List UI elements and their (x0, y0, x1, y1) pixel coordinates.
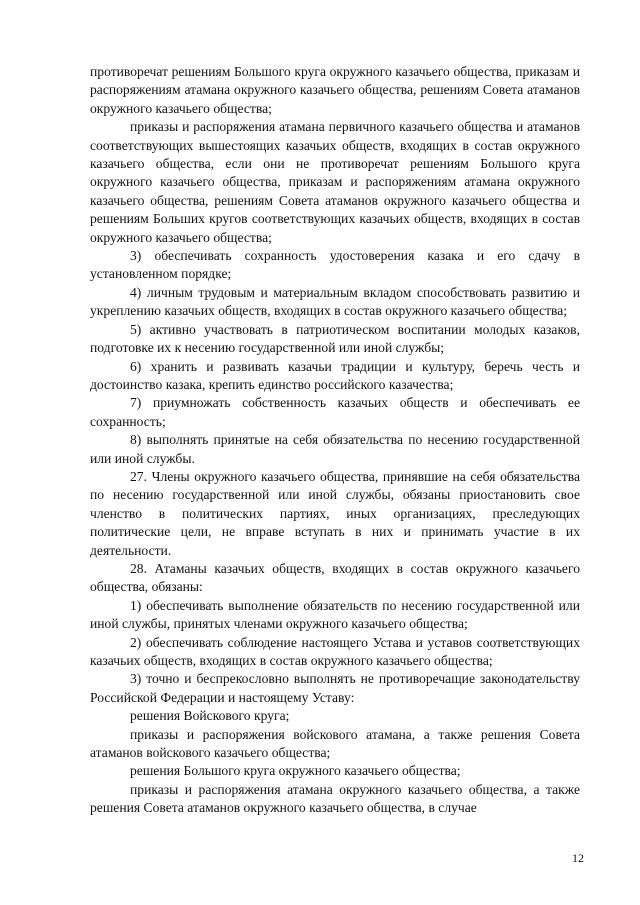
paragraph: 28. Атаманы казачьих обществ, входящих в состав окружного казачьего общества, обязаны: (90, 560, 580, 595)
paragraph: 3) обеспечивать сохранность удостоверения казака и его сдачу в установленном порядке; (90, 248, 580, 282)
paragraph: решения Войскового круга; (130, 708, 290, 724)
paragraph: 4) личным трудовым и материальным вкладом способствовать развитию и укреплению казачьих обществ, входящих в состав окружного казачьего общества; (90, 284, 580, 319)
paragraph: 2) обеспечивать соблюдение настоящего Устава и уставов соответствующих казачьих обществ, входящих в состав окружного казачьего общества; (90, 634, 580, 668)
document-body (90, 63, 580, 818)
paragraph: 1) обеспечивать выполнение обязательств по несению государственной или иной службы, принятых членами окружного казачьего общества; (90, 597, 580, 632)
paragraph: 7) приумножать собственность казачьих обществ и обеспечивать ее сохранность; (90, 395, 580, 429)
paragraph: противоречат решениям Большого круга окружного казачьего общества, приказам и распоряжениям атамана окружного казачьего общества, решениям Совета атаманов окружного казачьего общества; (90, 64, 580, 116)
paragraph: 3) точно и беспрекословно выполнять не противоречащие законодательству Российской Федерации и настоящему Уставу: (90, 671, 580, 705)
paragraph: решения Большого круга окружного казачьего общества; (130, 763, 461, 779)
paragraph: приказы и распоряжения войскового атамана, а также решения Совета атаманов войскового казачьего общества; (90, 726, 580, 761)
paragraph: приказы и распоряжения атамана окружного казачьего общества, а также решения Совета атаманов окружного казачьего общества, в случае (90, 781, 580, 816)
paragraph: 5) активно участвовать в патриотическом воспитании молодых казаков, подготовке их к несению государственной или иной службы; (90, 321, 580, 356)
paragraph: 27. Члены окружного казачьего общества, принявшие на себя обязательства по несению государственной или иной службы, обязаны приостановить свое членство в политических партиях, иных организациях, преследующих политические цели, не вправе вступать в них и принимать участие в их деятельности. (90, 468, 580, 558)
paragraph: приказы и распоряжения атамана первичного казачьего общества и атаманов соответствующих вышестоящих казачьих обществ, входящих в состав окружного казачьего общества, если они не противоречат решениям Большого круга окружного казачьего общества, приказам и распоряжениям атамана окружного казачьего общества, решениям Совета атаманов окружного казачьего общества и решениям Больших кругов соответствующих казачьих обществ, входящих в состав окружного казачьего общества; (90, 119, 580, 245)
paragraph: 8) выполнять принятые на себя обязательства по несению государственной или иной службы. (90, 432, 580, 466)
paragraph: 6) хранить и развивать казачьи традиции и культуру, беречь честь и достоинство казака, крепить единство российского казачества; (90, 358, 580, 392)
page-number: 12 (572, 851, 584, 865)
